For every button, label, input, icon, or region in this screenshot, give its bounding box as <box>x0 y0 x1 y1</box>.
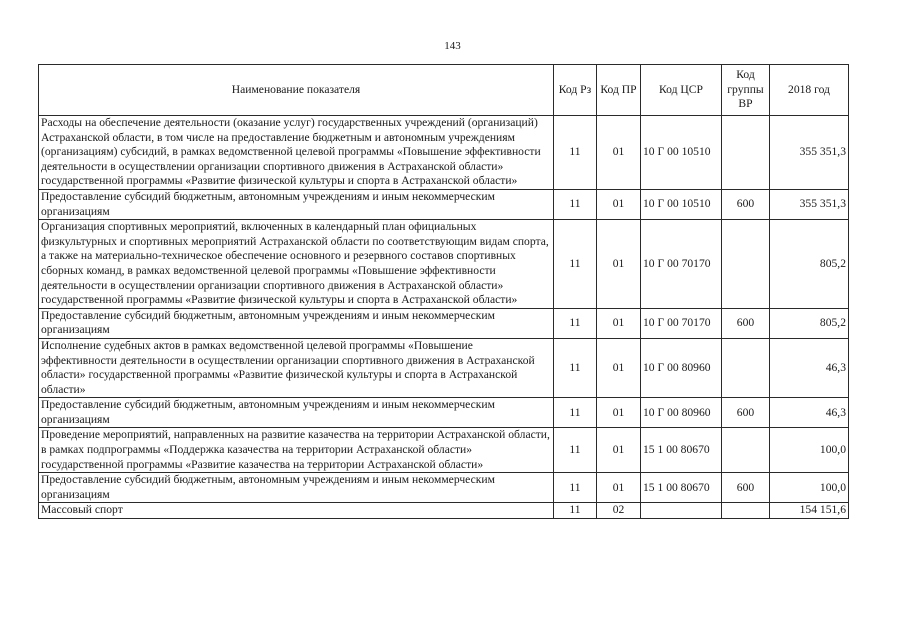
row-name: Организация спортивных мероприятий, включенных в календарный план официальных физкультурных и спортивных мероприятий Астраханской области по соответствующим видам спорта, а также на материально-техническое обеспечение основного и резервного составов спортивных сборных команд, в рамках ведомственной целевой программы «Повышение эффективности деятельности в осуществлении организации спортивного движения в Астраханской области» государственной программы «Развитие физической культуры и спорта в Астраханской области» <box>39 220 554 309</box>
row-pr: 02 <box>597 503 641 519</box>
table-row <box>39 338 849 397</box>
row-vr: 600 <box>722 189 770 219</box>
row-pr: 01 <box>597 308 641 338</box>
row-pr: 01 <box>597 220 641 309</box>
row-rz: 11 <box>554 503 597 519</box>
table-row <box>39 220 849 309</box>
row-rz: 11 <box>554 308 597 338</box>
row-csr: 10 Г 00 70170 <box>641 220 722 309</box>
header-vr: Код группы ВР <box>722 65 770 116</box>
header-pr: Код ПР <box>597 65 641 116</box>
header-csr: Код ЦСР <box>641 65 722 116</box>
row-name: Предоставление субсидий бюджетным, автономным учреждениям и иным некоммерческим организациям <box>39 398 554 428</box>
row-csr: 15 1 00 80670 <box>641 473 722 503</box>
table-row <box>39 398 849 428</box>
row-name: Исполнение судебных актов в рамках ведомственной целевой программы «Повышение эффективности деятельности в осуществлении организации спортивного движения в Астраханской области» государственной программы «Развитие физической культуры и спорта в Астраханской области» <box>39 338 554 397</box>
row-vr: 600 <box>722 398 770 428</box>
row-amount: 805,2 <box>770 308 849 338</box>
row-amount: 100,0 <box>770 428 849 473</box>
row-csr: 10 Г 00 70170 <box>641 308 722 338</box>
row-csr: 10 Г 00 80960 <box>641 338 722 397</box>
table-header-row <box>39 65 849 116</box>
row-vr <box>722 338 770 397</box>
row-rz: 11 <box>554 398 597 428</box>
row-amount: 154 151,6 <box>770 503 849 519</box>
row-name: Предоставление субсидий бюджетным, автономным учреждениям и иным некоммерческим организациям <box>39 189 554 219</box>
row-amount: 46,3 <box>770 398 849 428</box>
row-amount: 46,3 <box>770 338 849 397</box>
row-vr <box>722 116 770 190</box>
table-row <box>39 503 849 519</box>
row-csr: 10 Г 00 10510 <box>641 116 722 190</box>
row-name: Предоставление субсидий бюджетным, автономным учреждениям и иным некоммерческим организациям <box>39 473 554 503</box>
row-vr <box>722 428 770 473</box>
row-csr: 15 1 00 80670 <box>641 428 722 473</box>
row-csr: 10 Г 00 80960 <box>641 398 722 428</box>
header-year: 2018 год <box>770 65 849 116</box>
row-amount: 100,0 <box>770 473 849 503</box>
row-pr: 01 <box>597 473 641 503</box>
table-row <box>39 308 849 338</box>
budget-table <box>38 64 849 519</box>
row-rz: 11 <box>554 428 597 473</box>
table-row <box>39 428 849 473</box>
row-name: Проведение мероприятий, направленных на развитие казачества на территории Астраханской области, в рамках подпрограммы «Поддержка казачества на территории Астраханской области» государственной программы «Развитие казачества на территории Астраханской области» <box>39 428 554 473</box>
row-csr <box>641 503 722 519</box>
row-vr: 600 <box>722 473 770 503</box>
row-name: Предоставление субсидий бюджетным, автономным учреждениям и иным некоммерческим организациям <box>39 308 554 338</box>
table-row <box>39 473 849 503</box>
row-vr: 600 <box>722 308 770 338</box>
table-row <box>39 116 849 190</box>
row-vr <box>722 503 770 519</box>
row-pr: 01 <box>597 338 641 397</box>
row-csr: 10 Г 00 10510 <box>641 189 722 219</box>
row-name: Массовый спорт <box>39 503 554 519</box>
row-rz: 11 <box>554 220 597 309</box>
row-amount: 805,2 <box>770 220 849 309</box>
table-row <box>39 189 849 219</box>
row-rz: 11 <box>554 338 597 397</box>
row-pr: 01 <box>597 189 641 219</box>
row-rz: 11 <box>554 473 597 503</box>
header-rz: Код Рз <box>554 65 597 116</box>
page-number: 143 <box>444 40 461 52</box>
header-name: Наименование показателя <box>39 65 554 116</box>
row-pr: 01 <box>597 116 641 190</box>
row-name: Расходы на обеспечение деятельности (оказание услуг) государственных учреждений (организаций) Астраханской области, в том числе на предоставление бюджетным и автономным учреждениям (организациям) субсидий, в рамках ведомственной целевой программы «Повышение эффективности деятельности в осуществлении организации спортивного движения в Астраханской области» государственной программы «Развитие физической культуры и спорта в Астраханской области» <box>39 116 554 190</box>
row-pr: 01 <box>597 428 641 473</box>
row-vr <box>722 220 770 309</box>
row-rz: 11 <box>554 116 597 190</box>
row-rz: 11 <box>554 189 597 219</box>
row-pr: 01 <box>597 398 641 428</box>
row-amount: 355 351,3 <box>770 189 849 219</box>
row-amount: 355 351,3 <box>770 116 849 190</box>
